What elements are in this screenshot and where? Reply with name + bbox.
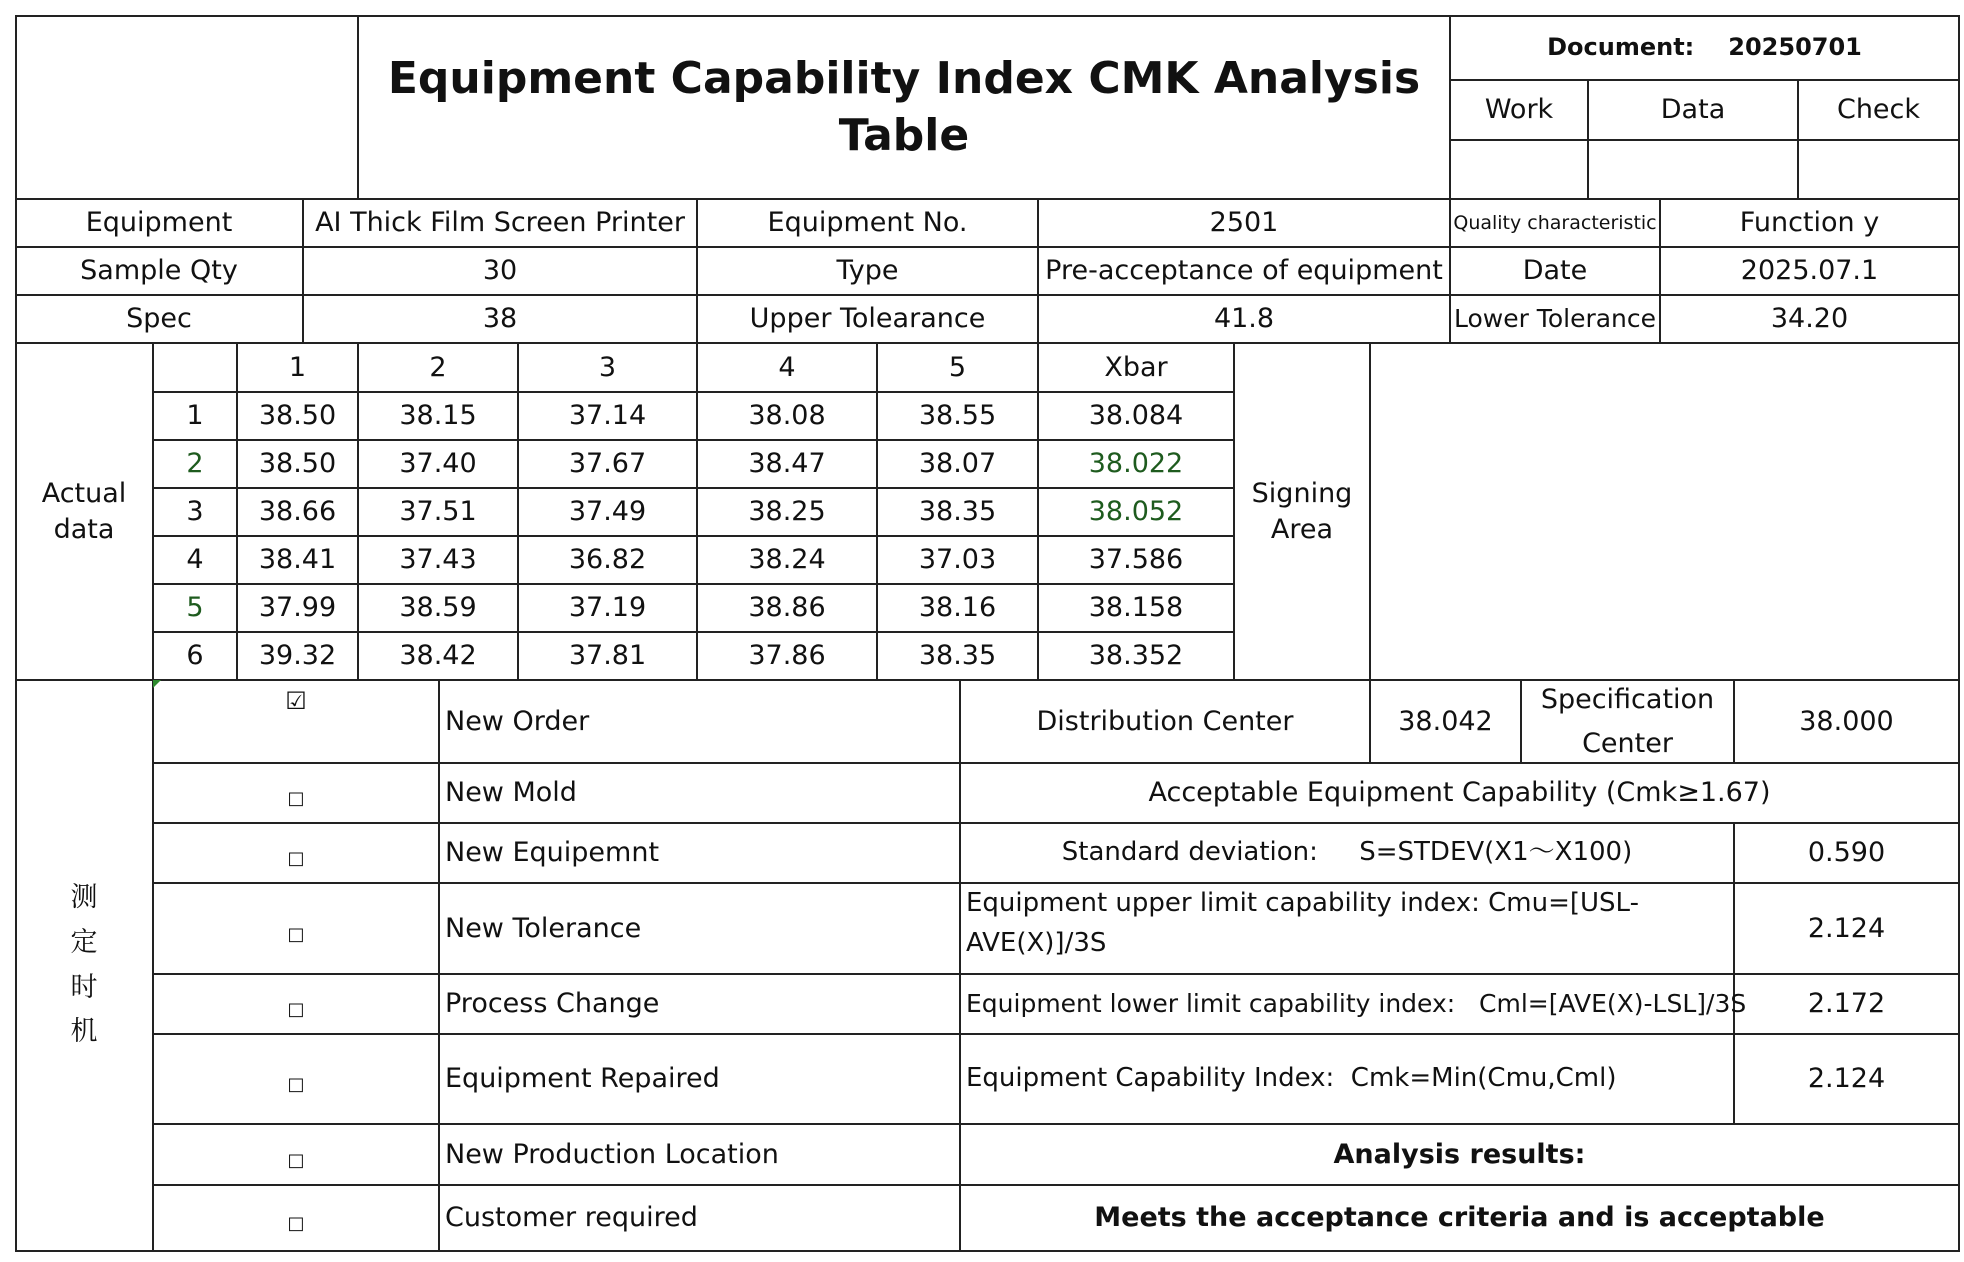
- option-checkbox[interactable]: □: [287, 1213, 305, 1235]
- specification-center-value: 38.000: [1799, 705, 1894, 737]
- row-index: 5: [186, 592, 204, 624]
- measurement-cell: 37.19: [568, 592, 647, 624]
- measurement-cell: 37.67: [568, 448, 647, 480]
- measurement-cell: 37.43: [399, 544, 477, 576]
- analysis-results-text: Meets the acceptance criteria and is acceptable: [1094, 1202, 1825, 1234]
- signing-area-label: Signing Area: [1251, 478, 1353, 545]
- xbar-cell: 37.586: [1088, 544, 1184, 576]
- measurement-cell: 38.15: [399, 400, 477, 432]
- xbar-cell: 38.022: [1088, 448, 1184, 480]
- equipment-label: Equipment: [85, 207, 233, 239]
- measurement-cell: 37.03: [918, 544, 997, 576]
- measurement-cell: 37.81: [568, 640, 647, 672]
- upper-tolerance-value: 41.8: [1213, 303, 1275, 335]
- lower-tolerance-value: 34.20: [1770, 303, 1849, 335]
- measurement-cell: 37.49: [568, 496, 647, 528]
- column-header: 5: [948, 351, 967, 383]
- timing-label: 测 定 时 机: [70, 882, 98, 1048]
- measurement-cell: 38.41: [258, 544, 337, 576]
- distribution-center-value: 38.042: [1398, 705, 1493, 737]
- data-signature-cell[interactable]: [1588, 140, 1798, 199]
- measurement-cell: 37.40: [399, 448, 477, 480]
- column-header: 2: [429, 351, 447, 383]
- column-header: Xbar: [1104, 351, 1168, 383]
- type-value: Pre-acceptance of equipment: [1045, 255, 1443, 287]
- standard-deviation-formula: Standard deviation: S=STDEV(X1～X100): [1061, 837, 1633, 868]
- sample-qty-label: Sample Qty: [80, 255, 238, 287]
- quality-characteristic-value: Function y: [1739, 207, 1880, 239]
- measurement-cell: 37.51: [399, 496, 477, 528]
- sample-qty-value: 30: [482, 255, 518, 287]
- quality-characteristic-label: Quality characteristic: [1453, 211, 1657, 234]
- document-value: 20250701: [1728, 32, 1862, 61]
- measurement-cell: 38.47: [748, 448, 826, 480]
- equipment-no-value: 2501: [1209, 207, 1279, 239]
- measurement-cell: 37.14: [568, 400, 647, 432]
- spec-value: 38: [482, 303, 518, 335]
- type-label: Type: [836, 255, 899, 287]
- cmk-formula: Equipment Capability Index: Cmk=Min(Cmu,Cml): [966, 1063, 1617, 1094]
- option-label: Equipment Repaired: [445, 1063, 720, 1095]
- measurement-cell: 38.16: [918, 592, 997, 624]
- standard-deviation-value: 0.590: [1807, 837, 1886, 869]
- cmu-formula: Equipment upper limit capability index: Cmu=[USL- AVE(X)]/3S: [966, 888, 1639, 959]
- document-label: Document:: [1547, 32, 1695, 61]
- measurement-cell: 38.59: [399, 592, 477, 624]
- option-label: Process Change: [445, 988, 660, 1020]
- signing-area[interactable]: [1370, 343, 1959, 680]
- xbar-cell: 38.158: [1088, 592, 1184, 624]
- option-label: New Mold: [445, 777, 577, 809]
- measurement-cell: 38.66: [258, 496, 337, 528]
- upper-tolerance-label: Upper Tolearance: [749, 303, 986, 335]
- data-label: Data: [1660, 94, 1726, 126]
- measurement-cell: 38.50: [258, 448, 337, 480]
- measurement-cell: 37.99: [258, 592, 337, 624]
- spec-label: Spec: [126, 303, 192, 335]
- cmk-analysis-sheet: [15, 15, 1960, 1252]
- cml-value: 2.172: [1807, 988, 1886, 1020]
- option-checkbox[interactable]: □: [287, 848, 305, 870]
- date-label: Date: [1522, 255, 1588, 287]
- measurement-cell: 38.08: [748, 400, 826, 432]
- cmu-value: 2.124: [1807, 912, 1886, 944]
- lower-tolerance-label: Lower Tolerance: [1453, 303, 1657, 333]
- measurement-cell: 36.82: [568, 544, 647, 576]
- option-label: Customer required: [445, 1202, 698, 1234]
- option-checkbox[interactable]: □: [287, 923, 305, 945]
- row-index: 3: [186, 496, 204, 528]
- equipment-no-label: Equipment No.: [767, 207, 968, 239]
- row-index: 4: [186, 544, 204, 576]
- measurement-cell: 38.55: [918, 400, 997, 432]
- measurement-cell: 38.50: [258, 400, 337, 432]
- measurement-cell: 38.86: [748, 592, 826, 624]
- measurement-cell: 37.86: [748, 640, 826, 672]
- analysis-results-label: Analysis results:: [1333, 1138, 1586, 1170]
- option-checkbox[interactable]: □: [287, 1074, 305, 1096]
- option-checkbox[interactable]: ☑: [285, 687, 307, 715]
- option-label: New Order: [445, 705, 590, 737]
- option-label: New Production Location: [445, 1138, 779, 1170]
- row-index: 6: [186, 640, 204, 672]
- work-label: Work: [1484, 94, 1554, 126]
- measurement-cell: 38.35: [918, 496, 997, 528]
- xbar-cell: 38.084: [1088, 400, 1184, 432]
- option-label: New Equipemnt: [445, 837, 660, 869]
- measurement-cell: 38.35: [918, 640, 997, 672]
- page-title: Equipment Capability Index CMK Analysis Table: [387, 52, 1421, 161]
- document-number: [1450, 15, 1959, 80]
- cml-formula: Equipment lower limit capability index: Cml=[AVE(X)-LSL]/3S: [966, 988, 1747, 1018]
- measurement-cell: 38.07: [918, 448, 997, 480]
- cmk-value: 2.124: [1807, 1063, 1886, 1095]
- option-checkbox[interactable]: □: [287, 1149, 305, 1171]
- option-label: New Tolerance: [445, 912, 642, 944]
- work-signature-cell[interactable]: [1450, 140, 1588, 199]
- measurement-cell: 38.24: [748, 544, 826, 576]
- actual-data-label: Actual data: [41, 478, 127, 545]
- equipment-value: AI Thick Film Screen Printer: [315, 207, 685, 239]
- measurement-cell: 38.25: [748, 496, 826, 528]
- column-header: 4: [778, 351, 796, 383]
- acceptable-capability-text: Acceptable Equipment Capability (Cmk≥1.67): [1148, 777, 1771, 809]
- xbar-cell: 38.052: [1088, 496, 1184, 528]
- measurement-cell: 39.32: [258, 640, 337, 672]
- row-index: 1: [186, 400, 204, 432]
- check-label: Check: [1836, 94, 1921, 126]
- row-index: 2: [186, 448, 204, 480]
- xbar-cell: 38.352: [1088, 640, 1184, 672]
- column-header: 3: [598, 351, 617, 383]
- specification-center-label: Specification Center: [1540, 684, 1715, 759]
- date-value: 2025.07.1: [1740, 255, 1879, 287]
- check-signature-cell[interactable]: [1798, 140, 1959, 199]
- distribution-center-label: Distribution Center: [1036, 705, 1294, 737]
- column-header: 1: [288, 351, 307, 383]
- option-checkbox[interactable]: □: [287, 788, 305, 810]
- measurement-cell: 38.42: [399, 640, 477, 672]
- option-checkbox[interactable]: □: [287, 999, 305, 1021]
